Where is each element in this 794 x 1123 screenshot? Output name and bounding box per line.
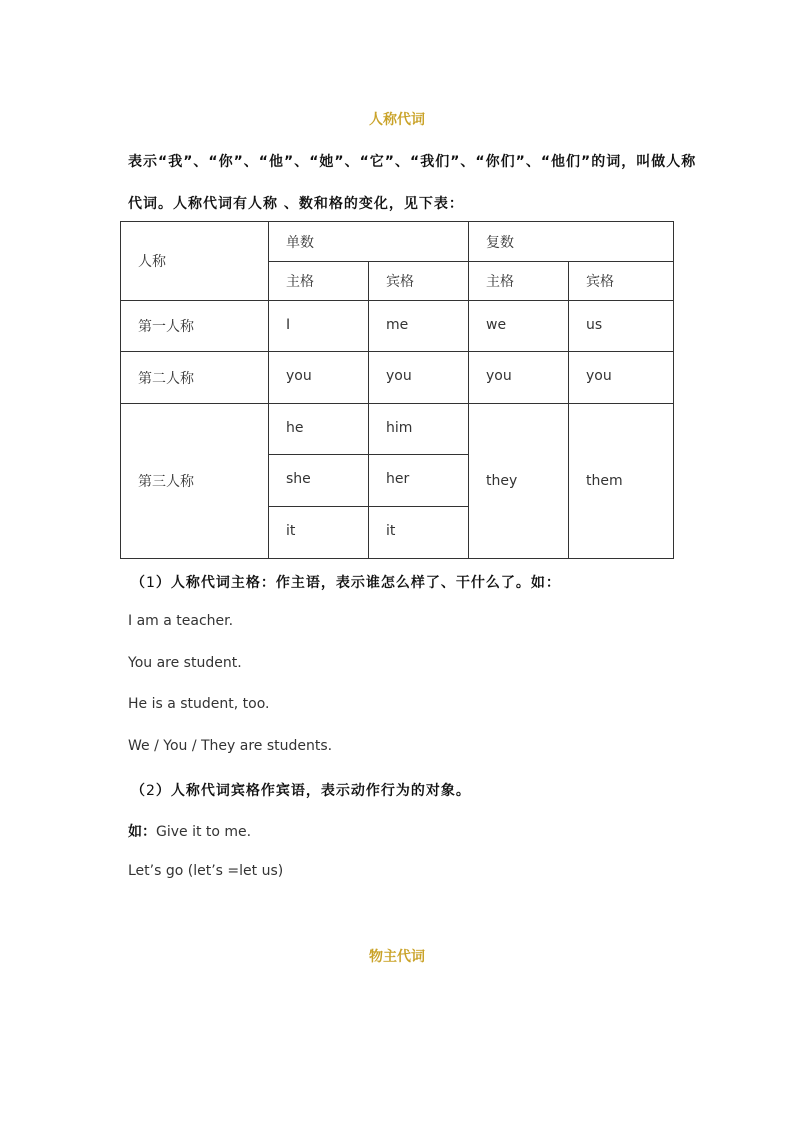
point-2-number: 2 — [146, 783, 156, 799]
section-title-possessive-pronouns: 物主代词 — [369, 949, 425, 965]
pronoun-table — [120, 221, 674, 559]
section-title-personal-pronouns: 人称代词 — [369, 112, 425, 128]
cell-sg-obj: me — [369, 301, 469, 352]
example-line: You are student. — [128, 655, 242, 671]
example-line: He is a student, too. — [128, 696, 270, 712]
point-1-text: ）人称代词主格：作主语，表示谁怎么样了、干什么了。如： — [155, 575, 561, 591]
point-1-number: 1 — [146, 575, 156, 591]
example-text: Give it to me. — [156, 824, 252, 840]
cell-sg-obj: her — [369, 455, 469, 507]
intro-line-1: 表示“我”、“你”、“他”、“她”、“它”、“我们”、“你们”、“他们”的词，叫做人称 — [128, 154, 697, 170]
point-2 — [131, 780, 471, 800]
example-prefix: 如： — [128, 824, 156, 840]
point-1-open: （ — [131, 575, 146, 591]
header-sg-nominative: 主格 — [269, 262, 369, 301]
table-row — [121, 404, 674, 455]
cell-sg-obj: you — [369, 352, 469, 404]
cell-pl-obj: them — [569, 404, 674, 559]
cell-pl-nom: we — [469, 301, 569, 352]
intro-line-2: 代词。人称代词有人称 、数和格的变化，见下表： — [128, 196, 464, 212]
cell-pl-obj: you — [569, 352, 674, 404]
example-line: We / You / They are students. — [128, 738, 333, 754]
header-sg-objective: 宾格 — [369, 262, 469, 301]
header-plural: 复数 — [469, 222, 674, 262]
row-person: 第一人称 — [121, 301, 269, 352]
cell-pl-obj: us — [569, 301, 674, 352]
table-row — [121, 301, 674, 352]
cell-pl-nom: they — [469, 404, 569, 559]
cell-pl-nom: you — [469, 352, 569, 404]
header-singular: 单数 — [269, 222, 469, 262]
header-pl-objective: 宾格 — [569, 262, 674, 301]
example-line — [128, 821, 251, 841]
row-person: 第二人称 — [121, 352, 269, 404]
example-line: I am a teacher. — [128, 613, 234, 629]
cell-sg-nom: it — [269, 507, 369, 559]
cell-sg-nom: I — [269, 301, 369, 352]
table-row — [121, 352, 674, 404]
cell-sg-nom: you — [269, 352, 369, 404]
cell-sg-nom: he — [269, 404, 369, 455]
point-2-open: （ — [131, 783, 146, 799]
header-pl-nominative: 主格 — [469, 262, 569, 301]
row-person: 第三人称 — [121, 404, 269, 559]
example-line: Let’s go (let’s =let us) — [128, 863, 284, 879]
header-person: 人称 — [121, 222, 269, 301]
point-1 — [131, 572, 561, 592]
cell-sg-obj: him — [369, 404, 469, 455]
point-2-text: ）人称代词宾格作宾语，表示动作行为的对象。 — [155, 783, 471, 799]
cell-sg-obj: it — [369, 507, 469, 559]
cell-sg-nom: she — [269, 455, 369, 507]
